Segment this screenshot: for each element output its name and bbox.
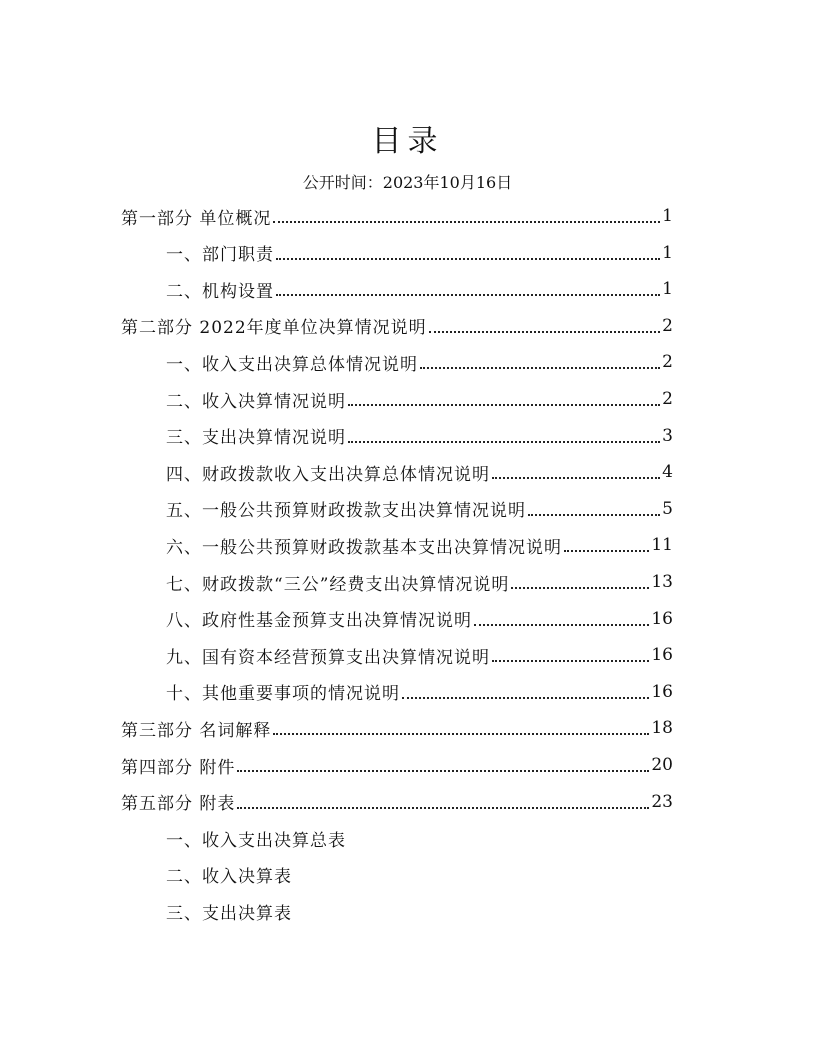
toc-dot-leader [511, 587, 649, 589]
toc-page-number: 3 [662, 425, 673, 446]
toc-part-entry[interactable] [121, 747, 673, 783]
toc-entry-label: 第二部分 2022年度单位决算情况说明 [121, 318, 427, 339]
toc-page-number: 2 [662, 389, 673, 409]
toc-page-number: 2 [662, 315, 673, 336]
toc-entry-label: 三、支出决算情况说明 [166, 428, 346, 449]
toc-section-entry[interactable] [166, 601, 673, 637]
toc-dot-leader [474, 624, 649, 626]
toc-entry-label: 四、财政拨款收入支出决算总体情况说明 [166, 464, 490, 485]
toc-section-entry[interactable] [166, 418, 673, 454]
toc-entry-label: 第三部分 名词解释 [121, 720, 272, 741]
toc-section-entry[interactable] [166, 381, 673, 417]
toc-page-number: 1 [662, 279, 673, 300]
toc-page-number: 13 [651, 572, 673, 592]
toc-page-number: 20 [651, 755, 673, 775]
toc-dot-leader [402, 697, 649, 699]
toc-entry-label: 第四部分 附件 [121, 757, 236, 778]
toc-section-entry[interactable] [166, 527, 673, 563]
toc-page-number: 16 [651, 645, 673, 666]
toc-entry-label: 一、收入支出决算总体情况说明 [166, 354, 418, 375]
toc-dot-leader [237, 770, 649, 772]
toc-section-entry[interactable] [166, 893, 292, 929]
toc-entry-label: 七、财政拨款“三公”经费支出决算情况说明 [166, 574, 510, 595]
toc-entry-label: 九、国有资本经营预算支出决算情况说明 [166, 647, 490, 668]
toc-part-entry[interactable] [121, 784, 673, 820]
toc-dot-leader [276, 258, 660, 260]
toc-page-number: 16 [651, 681, 673, 702]
toc-dot-leader [348, 441, 660, 443]
toc-section-entry[interactable] [166, 491, 673, 527]
toc-page-number: 18 [651, 718, 673, 739]
toc-page-number: 1 [662, 242, 673, 263]
toc-section-entry[interactable] [166, 344, 673, 380]
toc-dot-leader [273, 733, 649, 735]
toc-dot-leader [237, 807, 649, 809]
toc-section-entry[interactable] [166, 637, 673, 673]
toc-dot-leader [273, 221, 660, 223]
toc-entry-label: 二、收入决算情况说明 [166, 391, 346, 412]
toc-entry-label: 一、收入支出决算总表 [166, 830, 346, 851]
toc-dot-leader [429, 331, 661, 333]
toc-dot-leader [348, 404, 660, 406]
toc-page-number: 16 [651, 608, 673, 629]
toc-page-number: 2 [662, 352, 673, 373]
toc-page-number: 11 [651, 535, 673, 556]
toc-entry-label: 第五部分 附表 [121, 794, 236, 815]
publish-date: 公开时间：2023年10月16日 [302, 173, 513, 192]
toc-section-entry[interactable] [166, 857, 292, 893]
toc-section-entry[interactable] [166, 454, 673, 490]
toc-section-entry[interactable] [166, 271, 673, 307]
toc-part-entry[interactable] [121, 710, 673, 746]
toc-section-entry[interactable] [166, 564, 673, 600]
toc-entry-label: 第一部分 单位概况 [121, 208, 272, 229]
toc-dot-leader [528, 514, 660, 516]
toc-entry-label: 二、收入决算表 [166, 867, 292, 888]
toc-entry-label: 八、政府性基金预算支出决算情况说明 [166, 611, 472, 632]
toc-dot-leader [276, 294, 660, 296]
toc-page-number: 1 [662, 206, 673, 226]
toc-entry-label: 五、一般公共预算财政拨款支出决算情况说明 [166, 501, 526, 522]
toc-entry-label: 一、部门职责 [166, 245, 274, 266]
toc-section-entry[interactable] [166, 674, 673, 710]
toc-dot-leader [492, 477, 660, 479]
toc-page-number: 5 [662, 498, 673, 519]
toc-section-entry[interactable] [166, 820, 346, 856]
toc-part-entry[interactable] [121, 308, 673, 344]
toc-dot-leader [564, 550, 649, 552]
page-title: 目录 [371, 124, 444, 160]
toc-entry-label: 六、一般公共预算财政拨款基本支出决算情况说明 [166, 537, 562, 558]
toc-dot-leader [420, 367, 660, 369]
toc-page-number: 23 [651, 791, 673, 812]
toc-dot-leader [492, 660, 649, 662]
toc-section-entry[interactable] [166, 235, 673, 271]
toc-entry-label: 二、机构设置 [166, 281, 274, 302]
toc-entry-label: 三、支出决算表 [166, 903, 292, 924]
toc-part-entry[interactable] [121, 198, 673, 234]
toc-page-number: 4 [662, 462, 673, 483]
toc-entry-label: 十、其他重要事项的情况说明 [166, 684, 400, 705]
